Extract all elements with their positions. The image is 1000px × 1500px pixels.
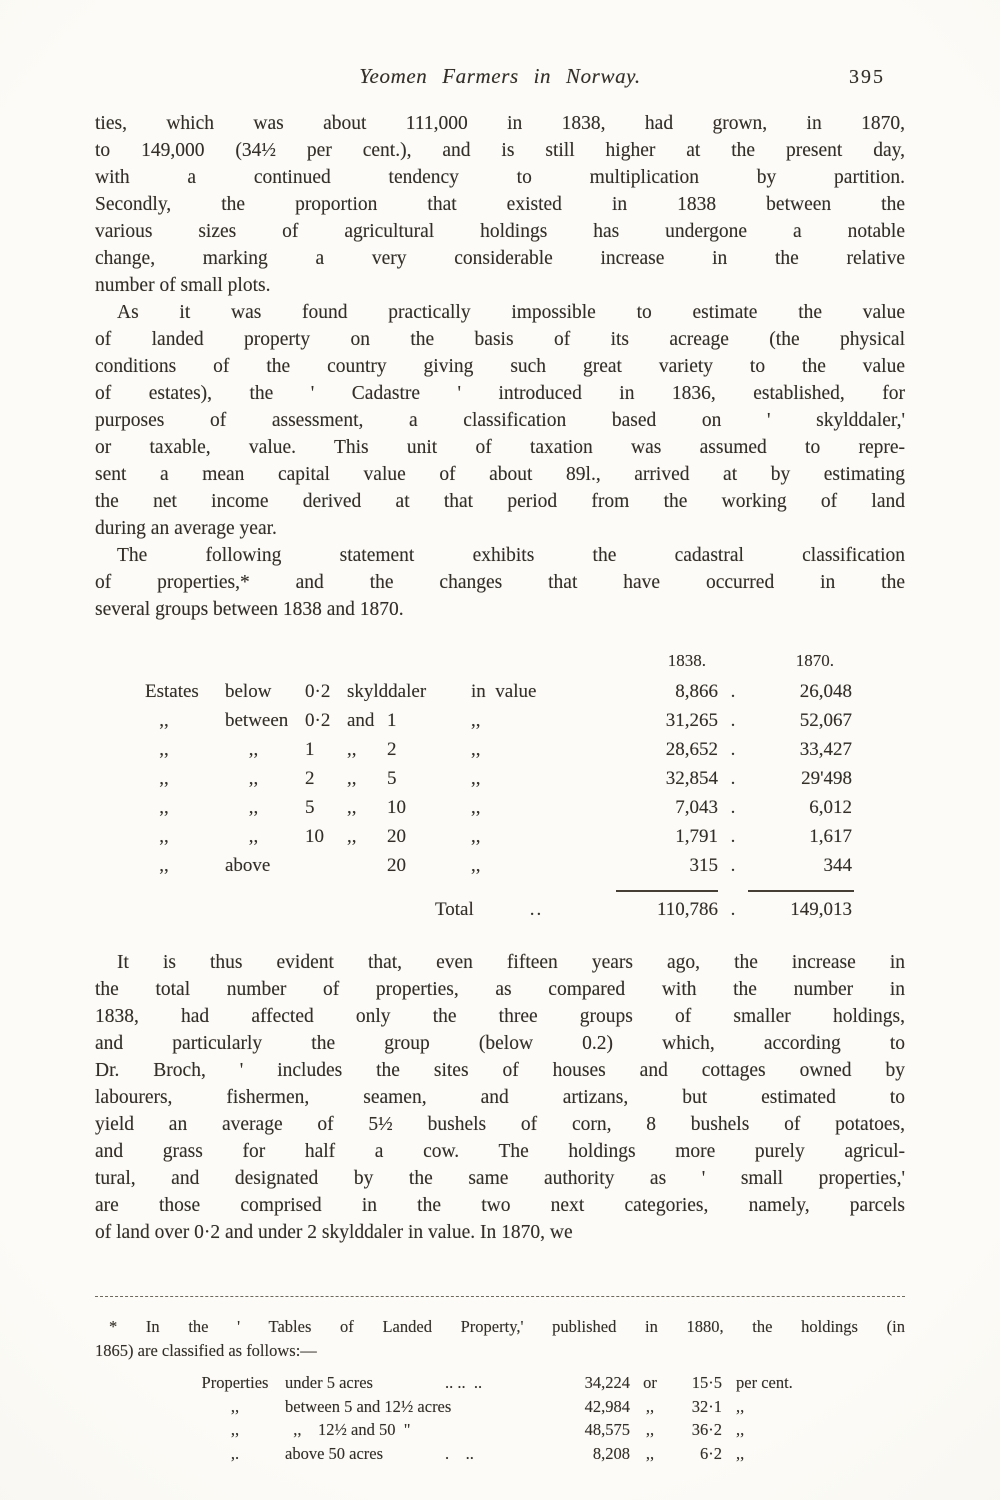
dot-separator: . [730, 826, 736, 847]
dot-separator: . [730, 768, 736, 789]
fn-cell-percent-value: 15·5 [691, 1373, 722, 1392]
fn-cell-count: 8,208 [592, 1443, 630, 1463]
dot-separator: . [730, 797, 736, 818]
label-cell-range-to [387, 677, 443, 706]
total-label: Total [435, 899, 474, 920]
total-1870: 149,013 [790, 899, 852, 920]
fn-cell-or: ,, [645, 1420, 655, 1439]
table-row [145, 677, 905, 706]
label-cell-range-to: 20 [387, 855, 406, 876]
paragraph-continuation [95, 110, 905, 299]
value-1838-cell: 8,866 [675, 681, 718, 702]
table-header-row [145, 649, 905, 673]
text-line: of landed property on the basis of its acreage (the physical [95, 329, 905, 350]
label-cell-connector: ,, [347, 826, 357, 847]
fn-cell-properties: ,, [230, 1420, 240, 1439]
label-cell-unit: ,, [471, 855, 481, 876]
fn-cell-percent-unit: ,, [736, 1420, 745, 1439]
text-line: change, marking a very considerable increase in the relative [95, 248, 905, 269]
footnote-intro [95, 1315, 905, 1363]
running-title: Yeomen Farmers in Norway. [359, 64, 641, 88]
fn-cell-properties: Properties [201, 1373, 269, 1392]
dot-separator: . [730, 739, 736, 760]
fn-cell-dot-leader [445, 1418, 555, 1442]
value-1870-cell: 52,067 [799, 710, 852, 731]
footnote-divider [95, 1296, 905, 1297]
fn-cell-range: above 50 acres [285, 1443, 384, 1463]
label-cell-unit: ,, [471, 826, 481, 847]
text-line: purposes of assessment, a classification based on ' skylddaler,' [95, 410, 905, 431]
value-1838-cell: 32,854 [665, 768, 718, 789]
label-cell-estates: ,, [145, 710, 169, 731]
sum-rule-1870 [748, 890, 854, 892]
fn-cell-properties: ,. [230, 1443, 240, 1463]
fn-cell-range: ,, 12½ and 50 " [285, 1420, 411, 1439]
text-line: various sizes of agricultural holdings has undergone a notable [95, 221, 905, 242]
label-cell-range-to: 20 [387, 826, 406, 847]
fn-cell-count: 42,984 [584, 1396, 630, 1416]
row-label [145, 851, 563, 880]
label-cell-range-from: 2 [305, 768, 315, 789]
rules-cell-1870 [748, 890, 860, 892]
label-cell-range-from: 5 [305, 797, 315, 818]
fn-cell-range: under 5 acres [285, 1373, 373, 1392]
dot-separator: . [730, 899, 736, 920]
text-line: number of small plots. [95, 275, 271, 296]
text-line: 1838, had affected only the three groups of smaller holdings, [95, 1006, 905, 1027]
text-line: of estates), the ' Cadastre ' introduced in 1836, established, for [95, 383, 905, 404]
label-cell-range-to: 2 [387, 739, 397, 760]
label-cell-range-from: 1 [305, 739, 315, 760]
label-cell-estates: ,, [145, 739, 169, 760]
text-line: The following statement exhibits the cadastral classification [117, 545, 905, 566]
value-1838-cell: 7,043 [675, 797, 718, 818]
text-line: yield an average of 5½ bushels of corn, 8 bushels of potatoes, [95, 1114, 905, 1135]
value-1838-cell: 28,652 [665, 739, 718, 760]
label-cell-range-to: 1 [387, 710, 397, 731]
footnote-row [185, 1395, 905, 1419]
table-row [145, 706, 905, 735]
label-cell-connector: ,, [347, 797, 357, 818]
value-1870-cell: 29'498 [801, 768, 852, 789]
label-cell-qualifier: ,, [225, 768, 259, 789]
value-1838-cell: 1,791 [675, 826, 718, 847]
row-label [145, 735, 563, 764]
fn-cell-count: 34,224 [584, 1373, 630, 1392]
label-cell-connector: and [347, 710, 375, 731]
total-1838: 110,786 [656, 899, 718, 920]
fn-cell-or: ,, [645, 1396, 655, 1416]
label-cell-range-from: 0·2 [305, 681, 331, 702]
text-line: and grass for half a cow. The holdings more purely agricul- [95, 1141, 905, 1162]
total-dot-leader: .. [529, 899, 544, 920]
value-1838-cell: 31,265 [665, 710, 718, 731]
label-cell-qualifier: ,, [225, 739, 259, 760]
label-cell-estates: ,, [145, 768, 169, 789]
page-header [95, 0, 905, 110]
footnote-line: * In the ' Tables of Landed Property,' published in 1880, the holdings (in [109, 1317, 905, 1336]
label-cell-qualifier: ,, [225, 826, 259, 847]
label-cell-range-from: 0·2 [305, 710, 331, 731]
dot-separator: . [730, 681, 736, 702]
label-cell-unit: ,, [471, 797, 481, 818]
row-label [145, 677, 563, 706]
total-row [145, 895, 905, 925]
fn-cell-dot-leader: .. .. .. [445, 1373, 483, 1392]
text-line: labourers, fishermen, seamen, and artizans, but estimated to [95, 1087, 905, 1108]
label-cell-qualifier: between [225, 710, 289, 731]
value-1870-cell: 344 [823, 855, 852, 876]
label-cell-estates: Estates [145, 681, 199, 702]
label-cell-qualifier: ,, [225, 797, 259, 818]
fn-cell-properties: ,, [230, 1396, 240, 1416]
label-cell-qualifier: below [225, 681, 272, 702]
table-row [145, 764, 905, 793]
table-body [145, 677, 905, 880]
footnote-row [185, 1418, 905, 1442]
column-header-1870: 1870. [795, 651, 834, 670]
fn-cell-dot-leader [445, 1395, 555, 1419]
cadastral-table [145, 649, 905, 925]
text-line: with a continued tendency to multiplication by partition. [95, 167, 905, 188]
label-cell-range-from [305, 851, 347, 880]
rules-cell-1838 [563, 890, 718, 892]
label-cell-connector: ,, [347, 739, 357, 760]
fn-cell-percent-unit: ,, [736, 1443, 745, 1463]
row-label [145, 822, 563, 851]
text-line: conditions of the country giving such great variety to the value [95, 356, 905, 377]
text-line: Secondly, the proportion that existed in 1838 between the [95, 194, 905, 215]
text-line: the net income derived at that period from the working of land [95, 491, 905, 512]
text-line: of properties,* and the changes that have occurred in the [95, 572, 905, 593]
fn-cell-count: 48,575 [584, 1420, 630, 1439]
footnote [95, 1296, 905, 1465]
text-line: and particularly the group (below 0.2) which, according to [95, 1033, 905, 1054]
label-cell-unit: in value [471, 681, 537, 702]
sum-rule-1838 [616, 890, 718, 892]
paragraph-analysis [95, 949, 905, 1246]
text-line: the total number of properties, as compared with the number in [95, 979, 905, 1000]
fn-cell-range: between 5 and 12½ acres [285, 1396, 452, 1416]
text-block [95, 110, 905, 1246]
footnote-table [185, 1371, 905, 1465]
fn-cell-or: ,, [645, 1443, 655, 1463]
text-line: are those comprised in the two next categories, namely, parcels [95, 1195, 905, 1216]
total-label-area [145, 895, 563, 925]
fn-cell-percent-value: 32·1 [691, 1396, 722, 1416]
label-cell-estates: ,, [145, 826, 169, 847]
fn-cell-percent-unit: per cent. [736, 1373, 793, 1392]
label-cell-estates: ,, [145, 855, 169, 876]
fn-cell-percent-unit: ,, [736, 1396, 745, 1416]
row-label [145, 706, 563, 735]
row-label [145, 793, 563, 822]
value-1870-cell: 33,427 [799, 739, 852, 760]
fn-cell-dot-leader: . .. [445, 1443, 474, 1463]
table-row [145, 793, 905, 822]
table-row [145, 851, 905, 880]
paragraph-statement-intro [95, 542, 905, 623]
label-cell-range-from: 10 [305, 826, 324, 847]
text-line: It is thus evident that, even fifteen years ago, the increase in [117, 952, 905, 973]
footnote-row [185, 1371, 905, 1395]
table-row [145, 735, 905, 764]
table-row [145, 822, 905, 851]
fn-cell-percent-value: 6·2 [700, 1443, 722, 1463]
column-header-1838: 1838. [667, 651, 706, 670]
text-line: to 149,000 (34½ per cent.), and is still higher at the present day, [95, 140, 905, 161]
label-cell-range-to: 10 [387, 797, 406, 818]
fn-cell-or: or [643, 1373, 657, 1392]
label-cell-qualifier: above [225, 855, 271, 876]
dot-separator: . [730, 710, 736, 731]
footnote-line: 1865) are classified as follows:— [95, 1341, 317, 1360]
value-1870-cell: 1,617 [809, 826, 852, 847]
label-cell-connector [347, 851, 387, 880]
label-cell-unit: ,, [471, 710, 481, 731]
value-1870-cell: 26,048 [799, 681, 852, 702]
row-label [145, 764, 563, 793]
total-rules-row [145, 880, 905, 892]
text-line: during an average year. [95, 518, 277, 539]
text-line: As it was found practically impossible to estimate the value [117, 302, 905, 323]
fn-cell-percent-value: 36·2 [691, 1420, 722, 1439]
value-1838-cell: 315 [689, 855, 718, 876]
text-line: sent a mean capital value of about 89l., arrived at by estimating [95, 464, 905, 485]
text-line: of land over 0·2 and under 2 skylddaler in value. In 1870, we [95, 1222, 573, 1243]
text-line: several groups between 1838 and 1870. [95, 599, 404, 620]
text-line: tural, and designated by the same authority as ' small properties,' [95, 1168, 905, 1189]
footnote-row [185, 1442, 905, 1466]
label-cell-connector: ,, [347, 768, 357, 789]
text-line: or taxable, value. This unit of taxation was assumed to repre- [95, 437, 905, 458]
page-number: 395 [849, 66, 885, 88]
dot-separator: . [730, 855, 736, 876]
label-cell-connector: skylddaler [347, 681, 427, 702]
paragraph-cadastre [95, 299, 905, 542]
text-line: Dr. Broch, ' includes the sites of houses and cottages owned by [95, 1060, 905, 1081]
label-cell-estates: ,, [145, 797, 169, 818]
label-cell-unit: ,, [471, 739, 481, 760]
label-cell-range-to: 5 [387, 768, 397, 789]
text-line: ties, which was about 111,000 in 1838, had grown, in 1870, [95, 113, 905, 134]
label-cell-unit: ,, [471, 768, 481, 789]
value-1870-cell: 6,012 [809, 797, 852, 818]
